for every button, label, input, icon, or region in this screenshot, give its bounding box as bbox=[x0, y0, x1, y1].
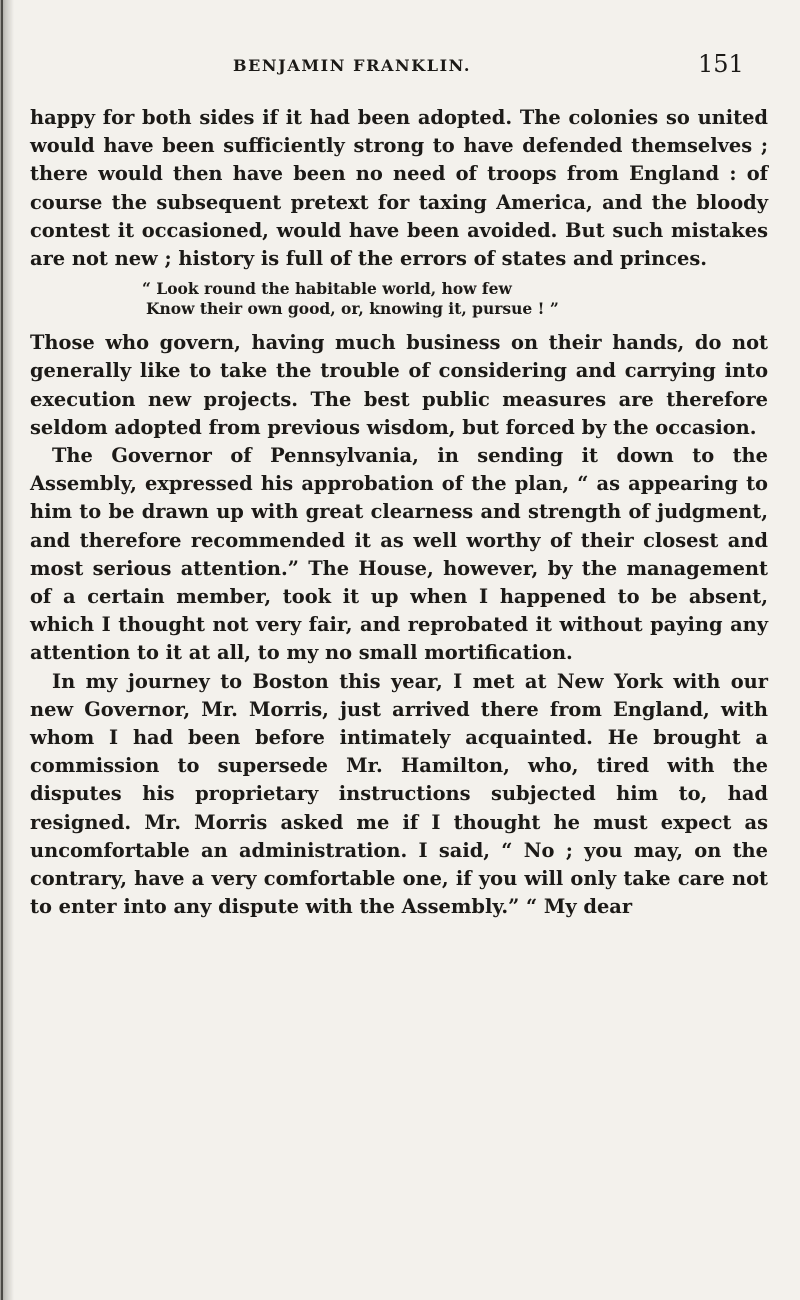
paragraph-2: Those who govern, having much business on their hands, do not generally like to take the trouble of considering and carrying into execution new projects. The best public measures are therefore seldom adopted from previous wisdom, but forced by the occasion. bbox=[30, 331, 768, 439]
quote-line-1: “ Look round the habitable world, how few bbox=[142, 279, 512, 299]
paragraph-4: In my journey to Boston this year, I met at New York with our new Governor, Mr. Morris, just arrived there from England, with whom I had been before intimately acquainted. He brought a commission to supersede Mr. Hamilton, who, tired with the disputes his proprietary instructions subjected him to, had resigned. Mr. Morris asked me if I thought he must expect as uncomfortable an administration. I said, “ No ; you may, on the contrary, have a very comfortable one, if you will only take care not to enter into any dispute with the Assembly.” “ My dear bbox=[30, 669, 768, 919]
paragraph-3: The Governor of Pennsylvania, in sending it down to the Assembly, expressed his approbation of the plan, “ as appearing to him to be drawn up with great clearness and strength of judgment, and therefore recommended it as well worthy of their closest and most serious attention.” The House, however, by the management of a certain member, took it up when I happened to be absent, which I thought not very fair, and reprobated it without paying any attention to it at all, to my no small mortification. bbox=[30, 444, 768, 665]
quote-line-2: Know their own good, or, knowing it, pursue ! ” bbox=[146, 299, 559, 319]
page-number: 151 bbox=[698, 50, 744, 78]
body-text bbox=[30, 104, 768, 921]
paragraph-1: happy for both sides if it had been adopted. The colonies so united would have been sufficiently strong to have defended themselves ; there would then have been no need of troops from England : of course the subsequent pretext for taxing America, and the bloody contest it occasioned, would have been avoided. But such mistakes are not new ; history is full of the errors of states and princes. bbox=[30, 106, 768, 271]
page-edge-line bbox=[1, 0, 3, 1300]
verse-quote bbox=[142, 279, 768, 319]
running-head: BENJAMIN FRANKLIN. bbox=[233, 56, 472, 75]
page-header bbox=[0, 50, 800, 90]
